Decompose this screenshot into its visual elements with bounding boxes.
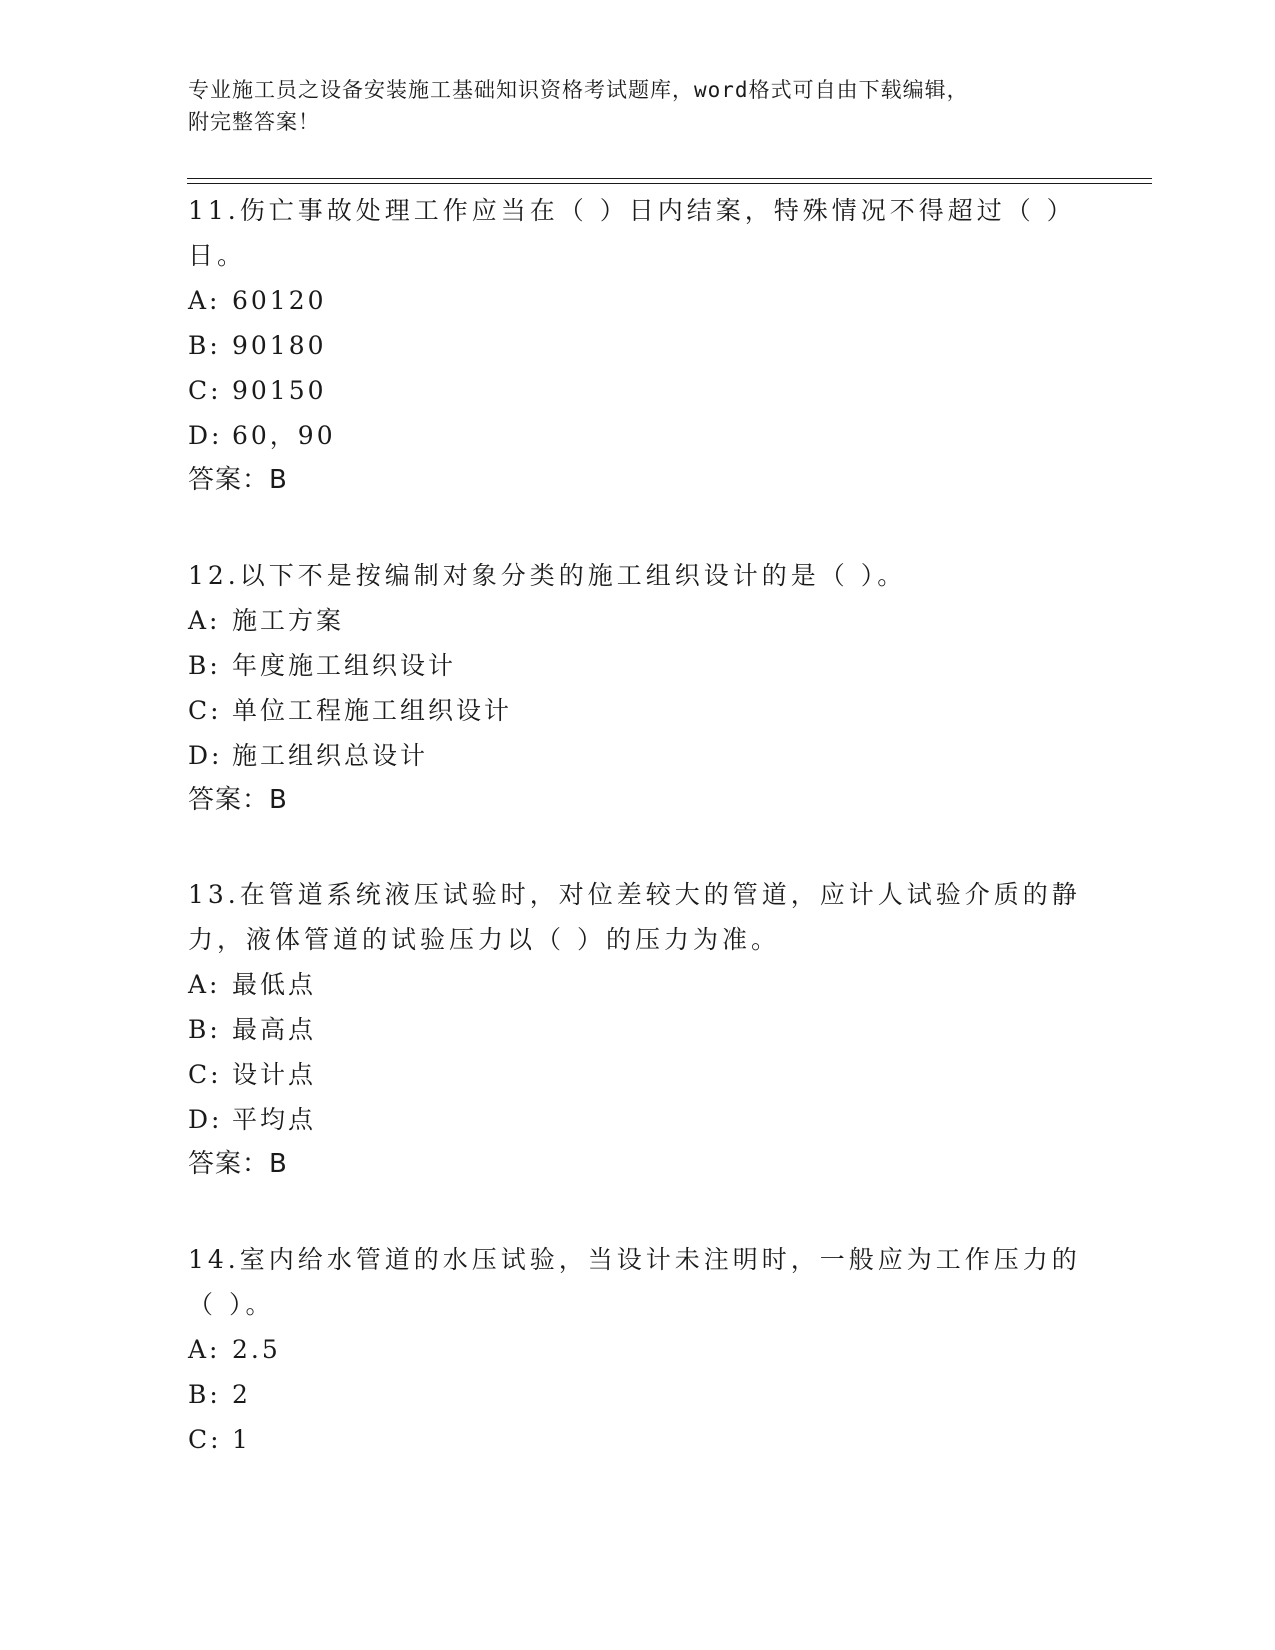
option-key: D: [188,421,223,450]
option-key: A: [188,606,221,635]
question-12 [188,553,1088,823]
option-key: C: [188,1425,222,1454]
option-key: A: [188,970,221,999]
question-14 [188,1237,1088,1462]
option-b [188,1007,1088,1052]
option-key: C: [188,696,222,725]
option-d [188,733,1088,778]
option-key: A: [188,1335,221,1364]
header-divider-top [187,178,1152,179]
option-c [188,368,1088,413]
option-key: D: [188,1105,223,1134]
header-line-2: 附完整答案！ [188,110,320,134]
option-b [188,323,1088,368]
answer-text: 答案：B [188,1149,288,1179]
option-value: 平均点 [232,1105,317,1134]
option-value: 1 [232,1425,251,1454]
option-key: B: [188,331,221,360]
header-divider-bottom [187,183,1152,184]
question-text: 11.伤亡事故处理工作应当在（ ）日内结案，特殊情况不得超过（ ）日。 [188,196,1076,270]
option-key: B: [188,1015,221,1044]
question-13 [188,872,1088,1187]
option-value: 施工组织总设计 [232,741,429,770]
option-b [188,643,1088,688]
option-value: 单位工程施工组织设计 [232,696,513,725]
option-value: 90150 [232,376,327,405]
option-a [188,962,1088,1007]
option-value: 最高点 [232,1015,317,1044]
option-b [188,1372,1088,1417]
option-key: B: [188,651,221,680]
option-a [188,278,1088,323]
option-a [188,1327,1088,1372]
option-value: 2 [232,1380,251,1409]
option-c [188,1417,1088,1462]
option-value: 最低点 [232,970,317,999]
option-d [188,413,1088,458]
answer-text: 答案：B [188,465,288,495]
option-value: 设计点 [232,1060,317,1089]
question-text: 14.室内给水管道的水压试验，当设计未注明时，一般应为工作压力的（ ）。 [188,1245,1081,1319]
option-value: 90180 [232,331,327,360]
option-key: C: [188,1060,222,1089]
option-value: 2.5 [232,1335,281,1364]
option-c [188,688,1088,733]
option-value: 施工方案 [232,606,345,635]
question-text: 13.在管道系统液压试验时，对位差较大的管道，应计人试验介质的静力，液体管道的试验压力以（ ）的压力为准。 [188,880,1081,954]
header-line-1: 专业施工员之设备安装施工基础知识资格考试题库，word格式可自由下载编辑， [188,78,969,102]
option-key: C: [188,376,222,405]
option-d [188,1097,1088,1142]
option-key: D: [188,741,223,770]
option-value: 60120 [232,286,327,315]
document-header [188,74,1088,138]
option-value: 60，90 [232,421,336,450]
option-key: B: [188,1380,221,1409]
option-key: A: [188,286,221,315]
question-11 [188,188,1088,503]
answer-text: 答案：B [188,785,288,815]
option-value: 年度施工组织设计 [232,651,457,680]
option-a [188,598,1088,643]
question-text: 12.以下不是按编制对象分类的施工组织设计的是（ ）。 [188,561,907,590]
option-c [188,1052,1088,1097]
